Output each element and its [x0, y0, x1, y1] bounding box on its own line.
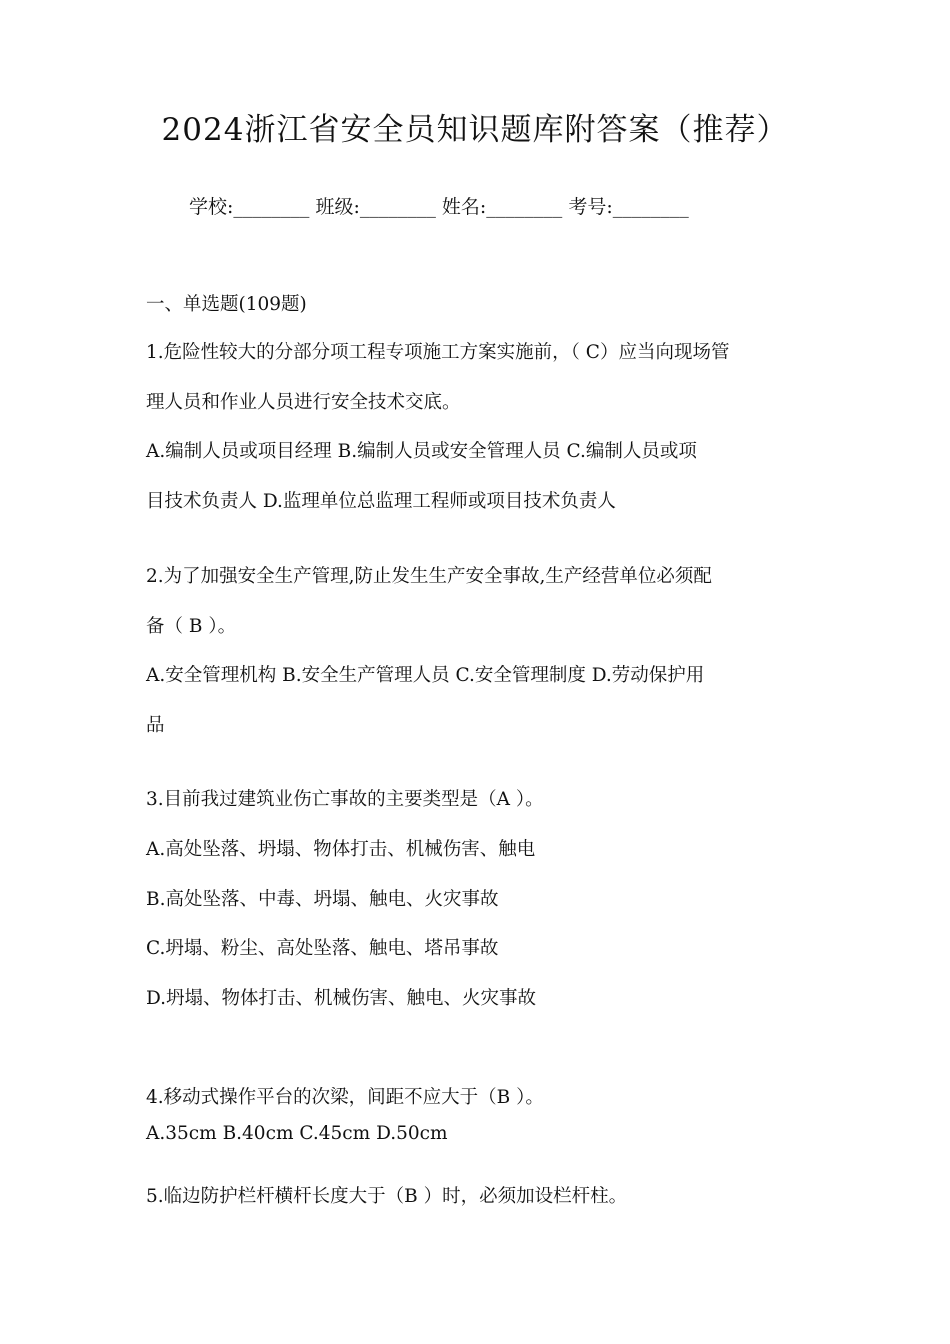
question-2-options-line-2: 品: [146, 715, 165, 736]
question-3-option-a: A.高处坠落、坍塌、物体打击、机械伤害、触电: [146, 839, 536, 860]
question-5-stem-line-1: 5.临边防护栏杆横杆长度大于（B ）时，必须加设栏杆柱。: [146, 1186, 628, 1207]
question-3-stem-line-1: 3.目前我过建筑业伤亡事故的主要类型是（A ）。: [146, 789, 544, 810]
question-1-stem-line-2: 理人员和作业人员进行安全技术交底。: [146, 392, 461, 413]
question-2-options-line-1: A.安全管理机构 B.安全生产管理人员 C.安全管理制度 D.劳动保护用: [146, 665, 705, 686]
question-3-option-d: D.坍塌、物体打击、机械伤害、触电、火灾事故: [146, 988, 537, 1009]
student-info-line: 学校:________ 班级:________ 姓名:________ 考号:________: [189, 196, 689, 218]
question-3-option-b: B.高处坠落、中毒、坍塌、触电、火灾事故: [146, 889, 499, 910]
question-4-stem-line-1: 4.移动式操作平台的次梁，间距不应大于（B ）。: [146, 1087, 544, 1108]
question-2-stem-line-1: 2.为了加强安全生产管理,防止发生生产安全事故,生产经营单位必须配: [146, 566, 712, 587]
question-1-options-line-1: A.编制人员或项目经理 B.编制人员或安全管理人员 C.编制人员或项: [146, 441, 697, 462]
question-1-options-line-2: 目技术负责人 D.监理单位总监理工程师或项目技术负责人: [146, 491, 616, 512]
question-4-options-line-1: A.35cm B.40cm C.45cm D.50cm: [146, 1123, 448, 1144]
section-heading: 一、单选题(109题): [146, 294, 307, 315]
document-title: 2024浙江省安全员知识题库附答案（推荐）: [161, 112, 789, 148]
question-3-option-c: C.坍塌、粉尘、高处坠落、触电、塔吊事故: [146, 938, 499, 959]
question-2-stem-line-2: 备（ B ）。: [146, 616, 237, 637]
question-1-stem-line-1: 1.危险性较大的分部分项工程专项施工方案实施前，（ C）应当向现场管: [146, 342, 730, 363]
